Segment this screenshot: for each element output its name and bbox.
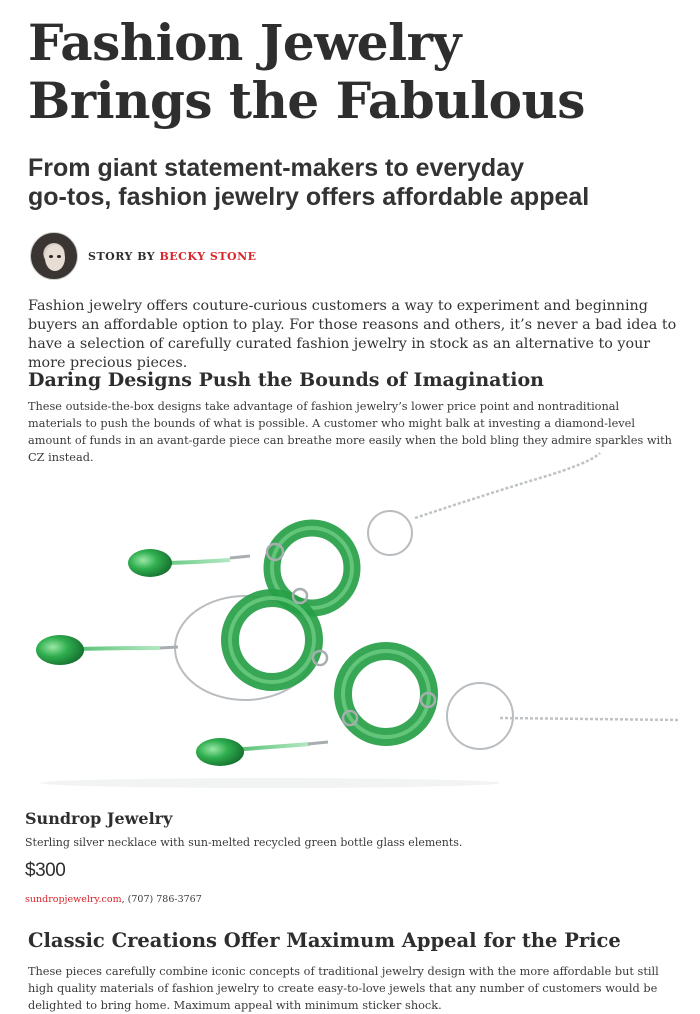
byline-author[interactable]: BECKY STONE <box>159 249 257 263</box>
headline-line-2: Brings the Fabulous <box>28 71 585 130</box>
product-price: $300 <box>25 860 66 881</box>
green-glass-necklace-image <box>20 448 680 793</box>
section-heading-daring-designs: Daring Designs Push the Bounds of Imagination <box>28 369 544 391</box>
product-website-link[interactable]: sundropjewelry.com <box>25 894 122 905</box>
article-headline <box>28 14 678 130</box>
intro-paragraph: Fashion jewelry offers couture-curious customers a way to experiment and beginning buyers an affordable option to play. For those reasons and others, it’s never a bad idea to have a selection of carefully curated fashion jewelry in stock as an alternative to your more precious pieces. <box>28 298 677 371</box>
author-avatar <box>30 232 78 280</box>
headline-line-1: Fashion Jewelry <box>28 13 461 72</box>
byline <box>30 231 257 281</box>
dek-line-1: From giant statement-makers to everyday <box>28 154 525 182</box>
dek-line-2: go-tos, fashion jewelry offers affordable appeal <box>28 183 590 211</box>
section-body-classic-creations: These pieces carefully combine iconic concepts of traditional jewelry design with the more affordable but still high quality materials of fashion jewelry to create easy-to-love jewels that any number of customers would be delighted to bring home. Maximum appeal with minimum sticker shock. <box>28 965 659 1012</box>
article-dek <box>28 154 668 212</box>
section-body-daring-designs: These outside-the-box designs take advantage of fashion jewelry’s lower price point and nontraditional materials to push the bounds of what is possible. A customer who might balk at investing a diamond-level amount of funds in an avant-garde piece can breathe more easily when the bold bling they admire sparkles with CZ instead. <box>28 400 672 464</box>
product-description: Sterling silver necklace with sun-melted recycled green bottle glass elements. <box>25 836 463 849</box>
product-phone: , (707) 786-3767 <box>121 894 202 905</box>
byline-text <box>88 250 257 263</box>
product-name: Sundrop Jewelry <box>25 809 173 828</box>
byline-prefix: STORY BY <box>88 249 156 263</box>
product-contact <box>25 894 202 905</box>
section-heading-classic-creations: Classic Creations Offer Maximum Appeal for the Price <box>28 929 621 952</box>
